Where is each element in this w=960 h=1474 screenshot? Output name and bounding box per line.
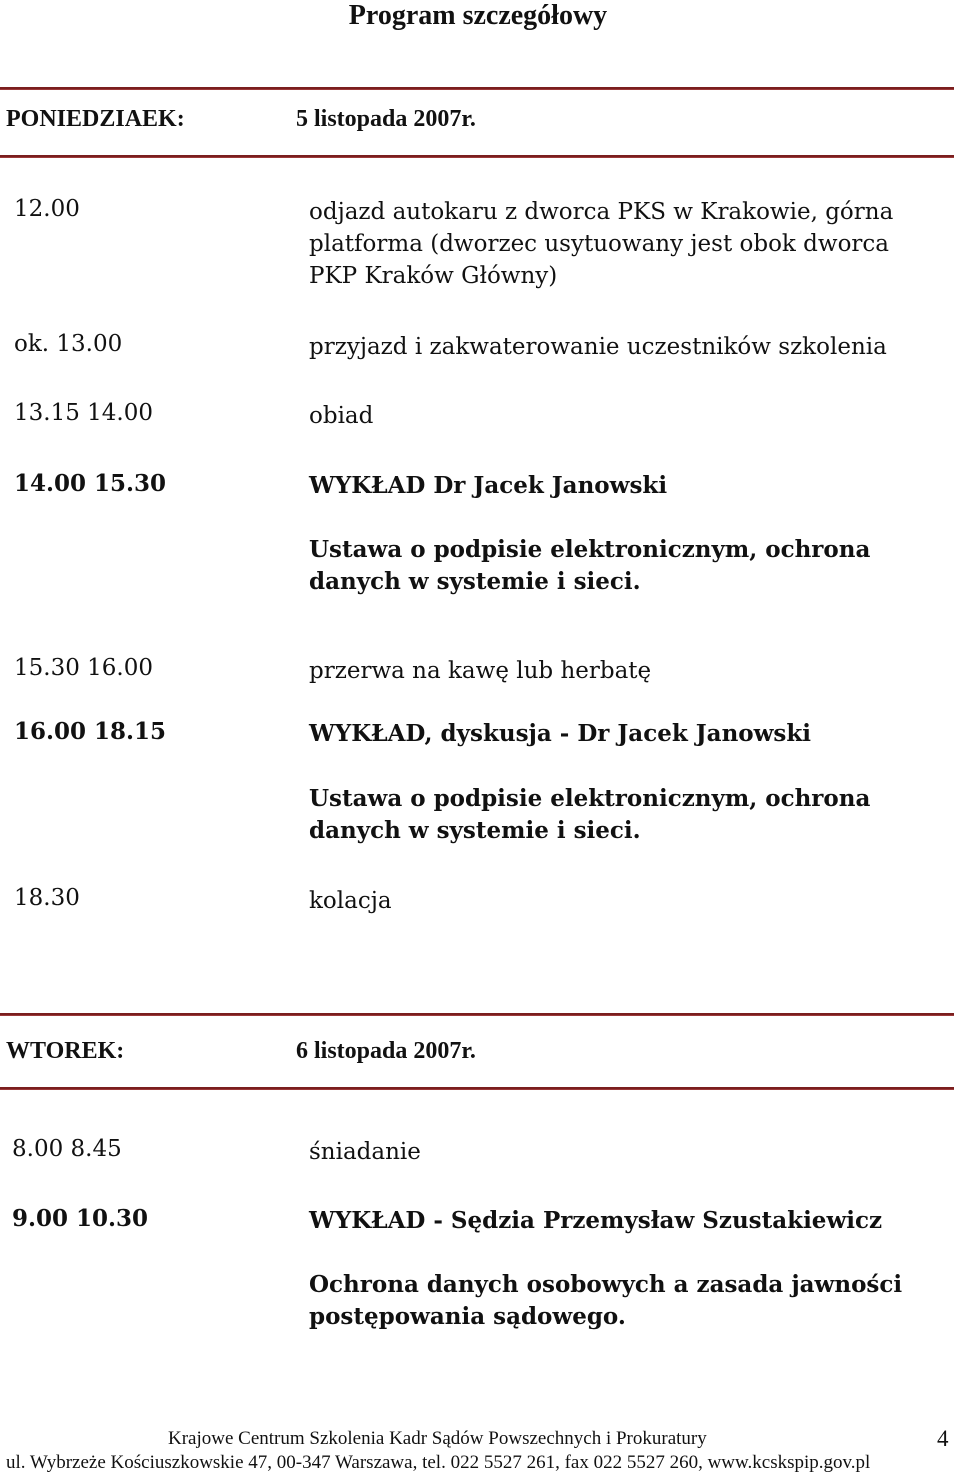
lecture-topic: [309, 783, 949, 847]
footer-institution: Krajowe Centrum Szkolenia Kadr Sądów Powszechnych i Prokuratury: [168, 1428, 707, 1449]
page-number: 4: [937, 1426, 949, 1451]
schedule-description: przerwa na kawę lub herbatę: [309, 658, 652, 684]
day-date: 5 listopada 2007r.: [296, 106, 476, 132]
schedule-description: [309, 196, 949, 292]
day-date: 6 listopada 2007r.: [296, 1038, 476, 1064]
lecture-topic: [309, 1269, 949, 1333]
schedule-time: ok. 13.00: [14, 331, 123, 357]
topic-line: Ochrona danych osobowych a zasada jawności: [309, 1271, 903, 1298]
topic-line: postępowania sądowego.: [309, 1303, 626, 1330]
day-label: PONIEDZIAEK:: [6, 106, 185, 132]
schedule-time: 8.00 8.45: [12, 1136, 122, 1162]
topic-line: Ustawa o podpisie elektronicznym, ochrona: [309, 785, 871, 812]
footer-address: ul. Wybrzeże Kościuszkowskie 47, 00-347 Warszawa, tel. 022 5527 261, fax 022 5527 260, www.kcskspip.gov.pl: [6, 1452, 871, 1473]
topic-line: danych w systemie i sieci.: [309, 568, 641, 595]
schedule-time: 12.00: [14, 196, 80, 222]
schedule-description: obiad: [309, 403, 374, 429]
divider: [0, 1087, 954, 1090]
lecture-title: WYKŁAD Dr Jacek Janowski: [309, 472, 668, 499]
lecture-title: WYKŁAD, dyskusja - Dr Jacek Janowski: [309, 720, 812, 747]
schedule-description: śniadanie: [309, 1139, 421, 1165]
schedule-time: 16.00 18.15: [14, 718, 167, 745]
schedule-time: 13.15 14.00: [14, 400, 153, 426]
schedule-time: 9.00 10.30: [12, 1205, 149, 1232]
description-line: platforma (dworzec usytuowany jest obok dworca: [309, 231, 890, 257]
schedule-time: 18.30: [14, 885, 80, 911]
lecture-title: WYKŁAD - Sędzia Przemysław Szustakiewicz: [309, 1207, 883, 1234]
schedule-time: 14.00 15.30: [14, 470, 167, 497]
schedule-time: 15.30 16.00: [14, 655, 153, 681]
divider: [0, 155, 954, 158]
day-label: WTOREK:: [6, 1038, 125, 1064]
page-title: Program szczegółowy: [348, 0, 608, 31]
topic-line: danych w systemie i sieci.: [309, 817, 641, 844]
divider: [0, 87, 954, 90]
schedule-description: kolacja: [309, 888, 392, 914]
schedule-description: przyjazd i zakwaterowanie uczestników szkolenia: [309, 334, 887, 360]
topic-line: Ustawa o podpisie elektronicznym, ochrona: [309, 536, 871, 563]
divider: [0, 1013, 954, 1016]
description-line: odjazd autokaru z dworca PKS w Krakowie, górna: [309, 199, 894, 225]
description-line: PKP Kraków Główny): [309, 263, 558, 289]
lecture-topic: [309, 534, 949, 598]
